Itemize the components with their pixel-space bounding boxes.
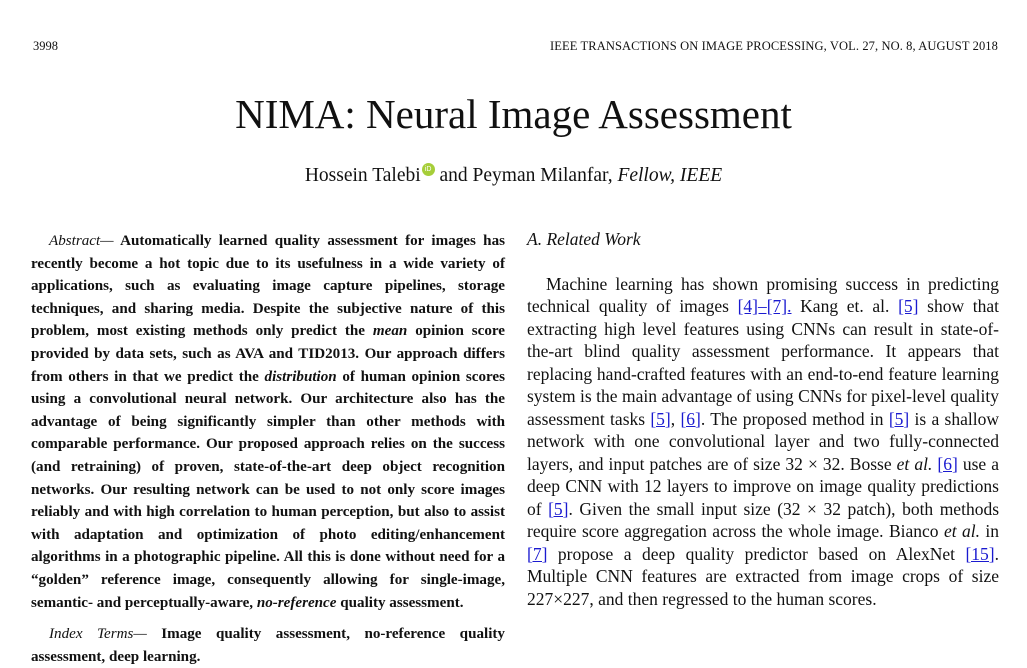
author-line [0,163,1027,187]
rw-text: show that extracting high level features using CNNs can result in state-of-the-art blind quality assessment performance. It appears that replacing hand-crafted features with an end-to-end feature learning system is the main advantage of using CNNs for pixel-level quality assessment tasks [527,296,999,429]
citation-link[interactable]: [5] [548,498,569,519]
citation-link[interactable]: [5] [650,408,671,429]
rw-text: . The proposed method in [700,408,889,429]
related-work-paragraph [527,273,999,611]
rw-text: use a deep CNN with 12 layers to improve on image quality predictions of [527,453,999,519]
rw-text: . Given the small input size (32 × 32 patch), both methods require score aggregation across the whole image. Bianco [527,498,999,541]
citation-link[interactable]: [5] [898,296,919,316]
index-terms-text: Image quality assessment, no-reference quality assessment, deep learning. [31,626,505,665]
rw-text: Machine learning has shown promising success in predicting technical quality of images [527,273,999,316]
paper-title: NIMA: Neural Image Assessment [235,91,792,137]
author-connector: and Peyman Milanfar, [434,165,618,186]
abstract-noref: no-reference [256,594,337,611]
abstract-text-1: Automatically learned quality assessment for images has recently become a hot topic due to its usefulness in a wide variety of applications, such as evaluating image capture pipelines, storage techniques, and sharing media. Despite the subjective nature of this problem, most existing methods only predict the [31,233,505,340]
journal-header: IEEE TRANSACTIONS ON IMAGE PROCESSING, VOL. 27, NO. 8, AUGUST 2018 [550,39,998,53]
page-number: 3998 [33,39,58,53]
citation-link[interactable]: [7] [527,543,548,564]
left-column [31,230,505,668]
index-terms-label: Index Terms— [49,626,147,643]
rw-etal: et al. [896,453,933,474]
rw-text: , [670,408,681,429]
author-affiliation: Fellow, IEEE [617,165,723,186]
rw-text: . Multiple CNN features are extracted from image crops of size 227×227, and then regressed to the human scores. [527,543,999,609]
abstract-text-4: quality assessment. [336,594,464,611]
right-column [527,228,999,610]
rw-text: is a shallow network with one convolutional layer and two fully-connected layers, and input patches are of size 32 × 32. Bosse [527,408,999,474]
orcid-icon[interactable]: iD [422,163,435,176]
rw-text: in [979,521,999,541]
abstract-mean: mean [372,323,408,340]
author-name: Hossein Talebi [304,165,421,186]
index-terms [31,623,505,668]
rw-text: propose a deep quality predictor based on AlexNet [547,543,966,564]
citation-link[interactable]: [5] [888,408,910,429]
section-heading: A. Related Work [527,229,641,249]
abstract-text-2: opinion score provided by data sets, such as AVA and TID2013. Our approach differs from others in that we predict the [31,323,505,385]
citation-link[interactable]: [15] [965,543,995,564]
citation-link[interactable]: [6] [937,453,958,474]
abstract-distribution: distribution [264,368,337,385]
rw-etal: et al. [943,521,980,541]
citation-link[interactable]: [6] [680,408,701,429]
rw-text: Kang et. al. [791,296,899,316]
abstract-label: Abstract— [49,233,114,249]
citation-link[interactable]: [4]–[7]. [737,296,792,316]
abstract-text-3: of human opinion scores using a convolutional neural network. Our architecture also has the advantage of being significantly simpler than other methods with comparable performance. Our proposed approach relies on the success (and retraining) of proven, state-of-the-art deep object recognition networks. Our resulting network can be used to not only score images reliably and with high correlation to human perception, but also to assist with adaptation and optimization of photo editing/enhancement algorithms in a photographic pipeline. All this is done without need for a “golden” reference image, consequently allowing for single-image, semantic- and perceptually-aware, [31,368,505,611]
abstract [31,230,505,614]
